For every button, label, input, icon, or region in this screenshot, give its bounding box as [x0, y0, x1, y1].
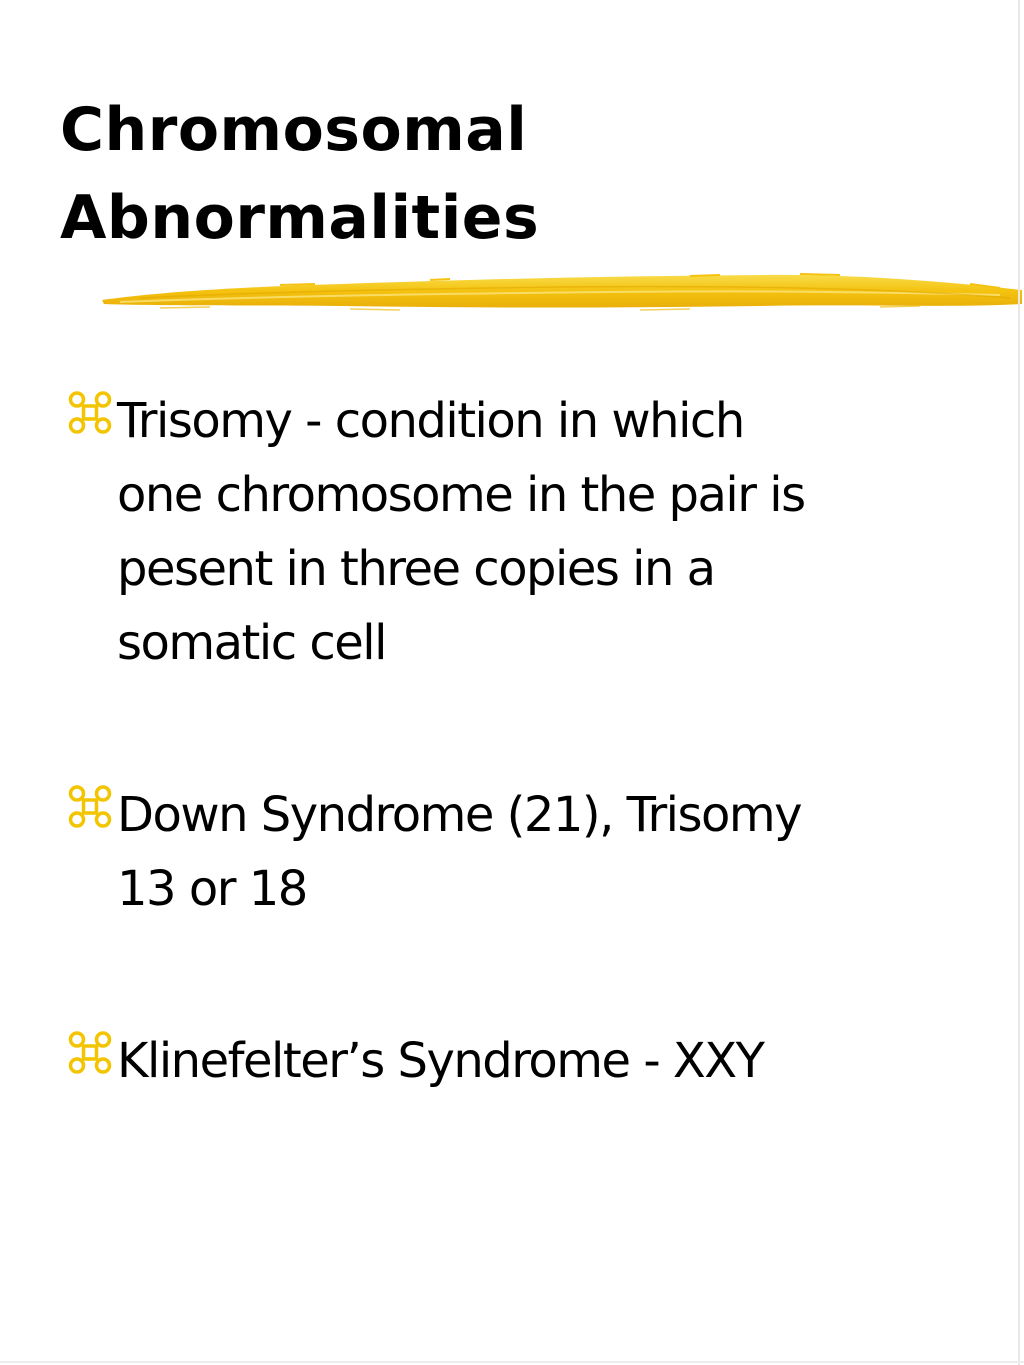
bullet-line: Down Syndrome (21), Trisomy: [117, 787, 802, 843]
place-of-interest-icon: [68, 1024, 112, 1098]
list-item: [60, 384, 960, 680]
title-underline-brush-stroke: [100, 262, 1024, 332]
title-line: Abnormalities: [60, 183, 540, 253]
slide-title: [60, 86, 960, 262]
title-line: Chromosomal: [60, 95, 528, 165]
bullet-list: [60, 384, 960, 1098]
bullet-text: [117, 1024, 960, 1098]
bullet-line: 13 or 18: [117, 861, 307, 917]
bullet-line: somatic cell: [117, 615, 386, 671]
list-item: [60, 1024, 960, 1098]
page-edge-bottom: [0, 1361, 1024, 1363]
place-of-interest-icon: [68, 384, 112, 458]
list-item: [60, 778, 960, 926]
bullet-text: [117, 778, 960, 926]
place-of-interest-icon: [68, 778, 112, 852]
bullet-text: [117, 384, 960, 680]
bullet-line: Klinefelter’s Syndrome - XXY: [117, 1033, 764, 1089]
bullet-line: pesent in three copies in a: [117, 541, 715, 597]
bullet-line: Trisomy - condition in which: [117, 393, 744, 449]
page-edge-right: [1018, 0, 1020, 1365]
bullet-line: one chromosome in the pair is: [117, 467, 805, 523]
